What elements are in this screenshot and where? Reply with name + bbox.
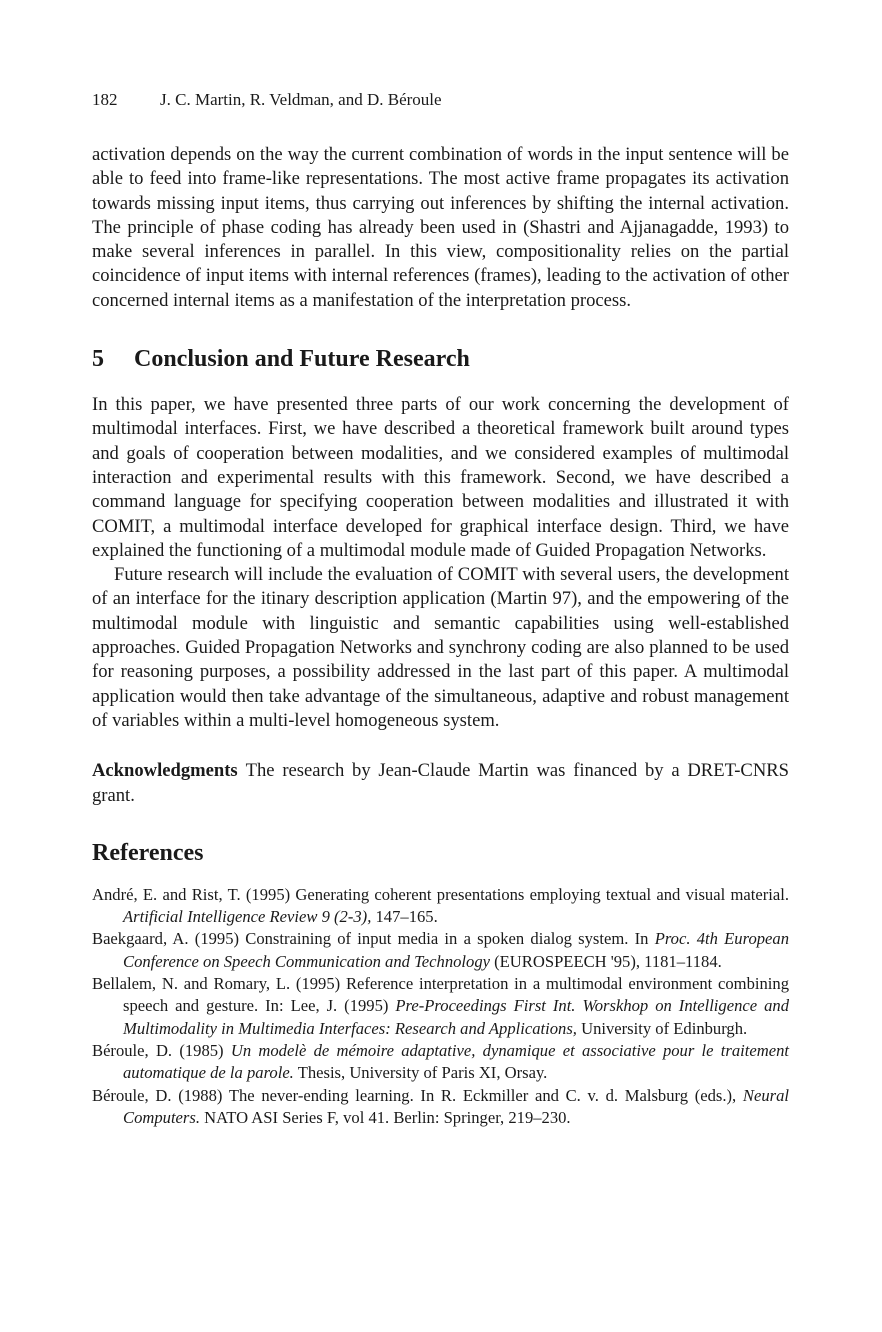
reference-text: Baekgaard, A. (1995) Constraining of input media in a spoken dialog system. In xyxy=(92,929,655,949)
reference-text: Béroule, D. (1988) The never-ending learning. In R. Eckmiller and C. v. d. Malsburg (eds.), xyxy=(92,1085,743,1105)
acknowledgments-heading: Acknowledgments xyxy=(92,760,238,782)
reference-title: Neural Computers. xyxy=(123,1085,789,1127)
page xyxy=(92,88,789,1129)
reference-text: Bellalem, N. and Romary, L. (1995) Reference interpretation in a multimodal environment combining speech and gesture. In: Lee, J. (1995) xyxy=(92,974,789,1016)
section-paragraph: Future research will include the evaluation of COMIT with several users, the development of an interface for the itinary description application (Martin 97), and the empowering of the multimodal module with linguistic and semantic capabilities using well-established approaches. Guided Propagation Networks and synchrony coding are also planned to be used for reasoning purposes, a possibility addressed in the last part of this paper. A multimodal application would then take advantage of the simultaneous, adaptive and robust management of variables within a multi-level homogeneous system. xyxy=(92,564,789,731)
reference-text: Béroule, D. (1985) xyxy=(92,1040,231,1060)
reference-text: Thesis, University of Paris XI, Orsay. xyxy=(293,1063,548,1083)
reference-title: Pre-Proceedings First Int. Worskhop on Intelligence and Multimodality in Multimedia Interfaces: Research and Applications, xyxy=(123,996,789,1038)
reference-item xyxy=(92,1040,789,1085)
intro-paragraph: activation depends on the way the current combination of words in the input sentence will be able to feed into frame-like representations. The most active frame propagates its activation towards missing input items, thus carrying out inferences by shifting the internal activation. The principle of phase coding has already been used in (Shastri and Ajjanagadde, 1993) to make several inferences in parallel. In this view, compositionality relies on the partial coincidence of input items with internal references (frames), leading to the activation of other concerned internal items as a manifestation of the interpretation process. xyxy=(92,144,789,311)
section-title: Conclusion and Future Research xyxy=(134,346,470,373)
acknowledgments-text: The research by Jean-Claude Martin was financed by a DRET-CNRS grant. xyxy=(92,760,789,806)
reference-item xyxy=(92,928,789,973)
reference-item xyxy=(92,1085,789,1130)
reference-list xyxy=(92,884,789,1129)
reference-item xyxy=(92,884,789,929)
running-head-authors: J. C. Martin, R. Veldman, and D. Béroule xyxy=(160,90,442,109)
reference-item xyxy=(92,973,789,1040)
section-number: 5 xyxy=(92,346,104,373)
acknowledgments xyxy=(92,759,789,808)
section-heading xyxy=(92,344,789,374)
reference-text: University of Edinburgh. xyxy=(576,1018,748,1038)
reference-text: (EUROSPEECH '95), 1181–1184. xyxy=(490,951,722,971)
reference-title: Proc. 4th European Conference on Speech Communication and Technology xyxy=(123,929,790,971)
running-head xyxy=(92,88,789,112)
reference-text: NATO ASI Series F, vol 41. Berlin: Springer, 219–230. xyxy=(199,1107,571,1127)
page-number: 182 xyxy=(92,90,118,109)
reference-text: André, E. and Rist, T. (1995) Generating coherent presentations employing textual and visual material. xyxy=(92,884,789,904)
reference-title: Un modelè de mémoire adaptative, dynamique et associative pour le traitement automatique de la parole. xyxy=(123,1040,790,1083)
reference-title: Artificial Intelligence Review 9 (2-3), xyxy=(123,907,372,927)
references-heading: References xyxy=(92,839,204,866)
reference-text: 147–165. xyxy=(371,907,438,927)
section-paragraph: In this paper, we have presented three parts of our work concerning the development of multimodal interfaces. First, we have described a theoretical framework built around types and goals of cooperation between modalities, and we considered examples of multimodal interaction and experimental results with this framework. Second, we have described a command language for specifying cooperation between modalities and illustrated it with COMIT, a multimodal interface developed for graphical interface design. Third, we have explained the functioning of a multimodal module made of Guided Propagation Networks. xyxy=(92,394,789,561)
